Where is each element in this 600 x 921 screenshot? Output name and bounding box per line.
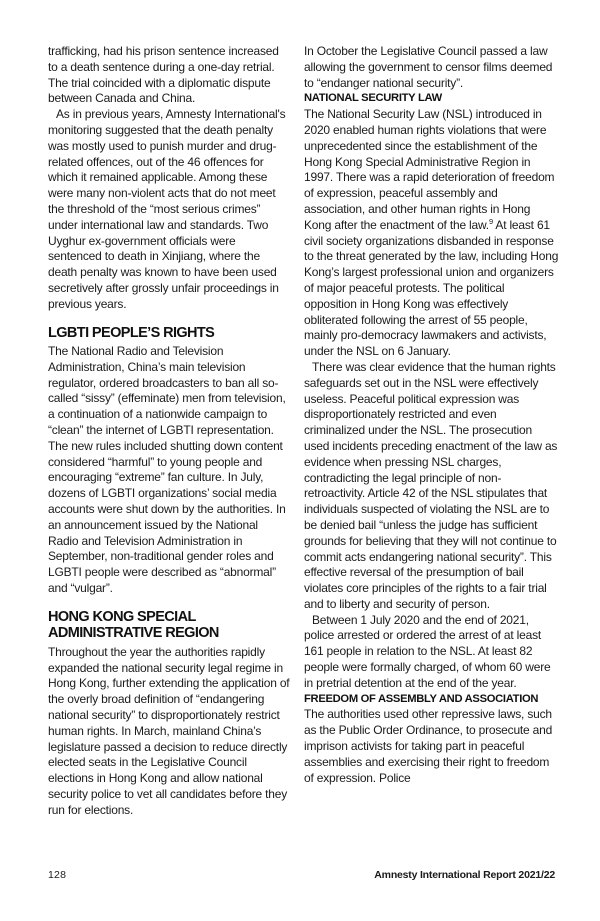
paragraph-death-penalty-monitoring: As in previous years, Amnesty International's monitoring suggested that the death penalty was mostly used to punish murder and drug-related offences, out of the 46 offences for which it remained applicable. Among these were many non-violent acts that do not meet the threshold of the “most serious crimes” under international law and standards. Two Uyghur ex-government officials were sentenced to death in Xinjiang, where the death penalty was known to have been used secretively after grossly unfair proceedings in previous years. [48,107,286,311]
paragraph-nsl-safeguards-useless: There was clear evidence that the human rights safeguards set out in the NSL were effectively useless. Peaceful political expression was disproportionately restricted and even criminalized under the NSL. The prosecution used incidents preceding enactment of the law as evidence when pressing NSL charges, contradicting the legal principle of non-retroactivity. Article 42 of the NSL stipulates that individuals suspected of violating the NSL are to be denied bail “unless the judge has sufficient grounds for believing that they will not continue to commit acts endangering national security”. This effective reversal of the presumption of bail violates core principles of the rights to a fair trial and to liberty and security of person. [304,359,558,611]
paragraph-film-censorship-law: In October the Legislative Council passed a law allowing the government to censor films deemed to “endanger national security”. [304,44,553,90]
right-column [304,44,560,819]
paragraph-lgbti-broadcast-ban: The National Radio and Television Administration, China’s main television regulator, ordered broadcasters to ban all so-called “sissy” (effeminate) men from television, a continuation of a nationwide campaign to “clean” the internet of LGBTI representation. The new rules included shutting down content considered “harmful” to young people and encouraging “extreme” fan culture. In July, dozens of LGBTI organizations’ social media accounts were shut down by the authorities. In an announcement issued by the National Radio and Television Administration in September, non-traditional gender roles and LGBTI people were described as “abnormal” and “vulgar”. [48,344,286,595]
left-column [48,44,291,819]
subheading-freedom-of-assembly: FREEDOM OF ASSEMBLY AND ASSOCIATION [304,692,539,705]
paragraph-text-after-footnote: At least 61 civil society organizations disbanded in response to the threat generated by the law, including Hong Kong’s largest professional union and organizers of major peaceful protests. The political opposition in Hong Kong was effectively obliterated following the arrest of 55 people, mainly pro-democracy lawmakers and activists, under the NSL on 6 January. [304,217,559,359]
section-heading-lgbti-rights: LGBTI PEOPLE’S RIGHTS [48,324,215,341]
subheading-national-security-law: NATIONAL SECURITY LAW [304,92,442,105]
paragraph-text-before-footnote: The National Security Law (NSL) introduced in 2020 enabled human rights violations that were unprecedented since the establishment of the Hong Kong Special Administrative Region in 1997. There was a rapid deterioration of freedom of expression, peaceful assembly and association, and other human rights in Hong Kong after the enactment of the law. [304,107,555,232]
report-title: Amnesty International Report 2021/22 [374,869,555,881]
page-number: 128 [48,869,67,881]
paragraph-hk-security-regime: Throughout the year the authorities rapidly expanded the national security legal regime in Hong Kong, further extending the application of the overly broad definition of “endangering national security” to disproportionately restrict human rights. In March, mainland China’s legislature passed a decision to reduce directly elected seats in the Legislative Council elections in Hong Kong and allow national security police to vet all candidates before they run for elections. [48,644,290,817]
footnote-reference: 9 [488,216,493,226]
paragraph-death-sentence-retrial: trafficking, had his prison sentence increased to a death sentence during a one-day retrial. The trial coincided with a diplomatic dispute between Canada and China. [48,44,279,106]
page-content [48,44,560,819]
section-heading-hong-kong-sar: HONG KONG SPECIAL ADMINISTRATIVE REGION [48,608,219,642]
paragraph-nsl-introduction [304,107,560,360]
page-footer [48,869,555,881]
paragraph-nsl-arrest-statistics: Between 1 July 2020 and the end of 2021, police arrested or ordered the arrest of at least 161 people in relation to the NSL. At least 82 people were formally charged, of whom 60 were in pretrial detention at the end of the year. [304,612,551,690]
paragraph-repressive-laws: The authorities used other repressive laws, such as the Public Order Ordinance, to prosecute and imprison activists for taking part in peaceful assemblies and exercising their right to freedom of expression. Police [304,707,553,785]
